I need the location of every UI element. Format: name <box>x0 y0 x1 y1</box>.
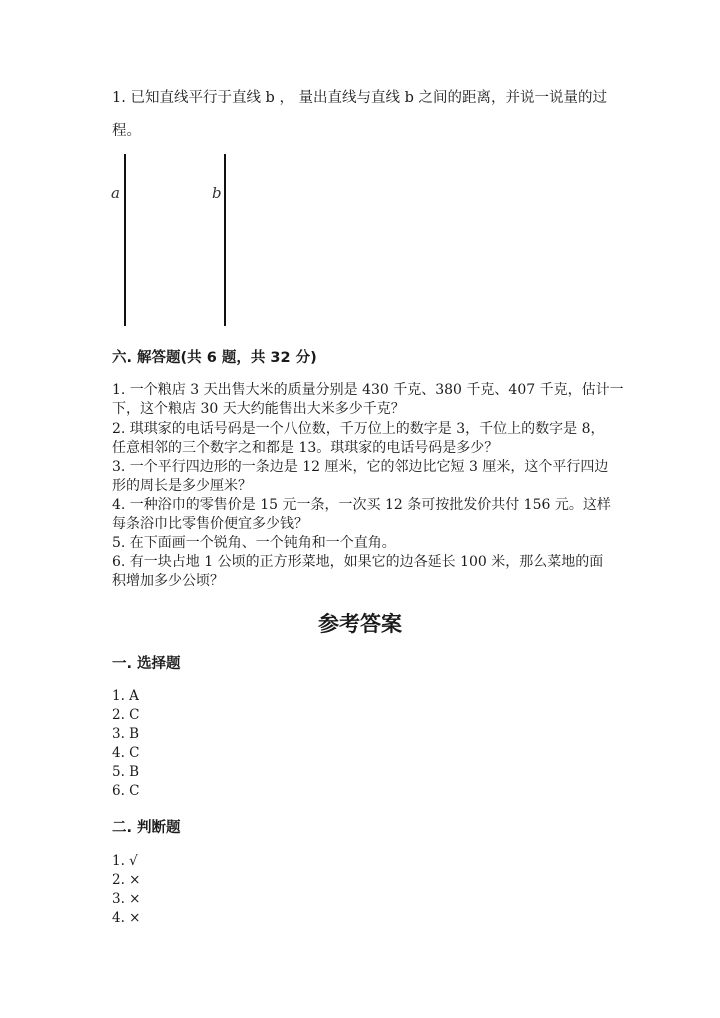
answers-part-1-heading: 一. 选择题 <box>112 656 181 672</box>
question-1-line-1: 1. 已知直线平行于直线 b ， 量出直线与直线 b 之间的距离，并说一说量的过 <box>112 90 608 106</box>
answer-item: 3. × <box>112 891 141 907</box>
answer-item: 4. C <box>112 745 140 761</box>
section-6-line: 1. 一个粮店 3 天出售大米的质量分别是 430 千克、380 千克、407 千克，估计一 <box>112 382 624 398</box>
line-b-label: b <box>212 184 222 202</box>
answer-item: 2. C <box>112 707 140 723</box>
answer-item: 1. A <box>112 688 139 704</box>
section-6-line: 下，这个粮店 30 天大约能售出大米多少千克？ <box>112 401 405 417</box>
question-1-line-2: 程。 <box>112 123 141 139</box>
section-6-line: 积增加多少公顷？ <box>112 573 224 589</box>
section-6-heading: 六. 解答题(共 6 题，共 32 分) <box>112 350 317 366</box>
answer-item: 4. × <box>112 910 141 926</box>
answer-item: 6. C <box>112 783 140 799</box>
answer-item: 1. √ <box>112 853 138 869</box>
section-6-line: 每条浴巾比零售价便宜多少钱？ <box>112 516 308 532</box>
parallel-lines-figure <box>100 150 250 330</box>
answer-item: 2. × <box>112 872 141 888</box>
line-a <box>124 154 126 326</box>
section-6-line: 2. 琪琪家的电话号码是一个八位数，千万位上的数字是 3，千位上的数字是 8， <box>112 421 605 437</box>
section-6-line: 3. 一个平行四边形的一条边是 12 厘米，它的邻边比它短 3 厘米，这个平行四边 <box>112 459 609 475</box>
answer-key-title: 参考答案 <box>318 612 402 636</box>
answer-item: 3. B <box>112 726 140 742</box>
section-6-line: 任意相邻的三个数字之和都是 13。琪琪家的电话号码是多少？ <box>112 440 499 456</box>
section-6-line: 4. 一种浴巾的零售价是 15 元一条，一次买 12 条可按批发价共付 156 元。这样 <box>112 497 611 513</box>
line-a-label: a <box>111 184 120 202</box>
section-6-line: 6. 有一块占地 1 公顷的正方形菜地，如果它的边各延长 100 米，那么菜地的面 <box>112 554 604 570</box>
section-6-line: 形的周长是多少厘米？ <box>112 478 252 494</box>
answer-item: 5. B <box>112 764 140 780</box>
answers-part-2-heading: 二. 判断题 <box>112 820 181 836</box>
line-b <box>224 154 226 326</box>
section-6-line: 5. 在下面画一个锐角、一个钝角和一个直角。 <box>112 535 396 551</box>
